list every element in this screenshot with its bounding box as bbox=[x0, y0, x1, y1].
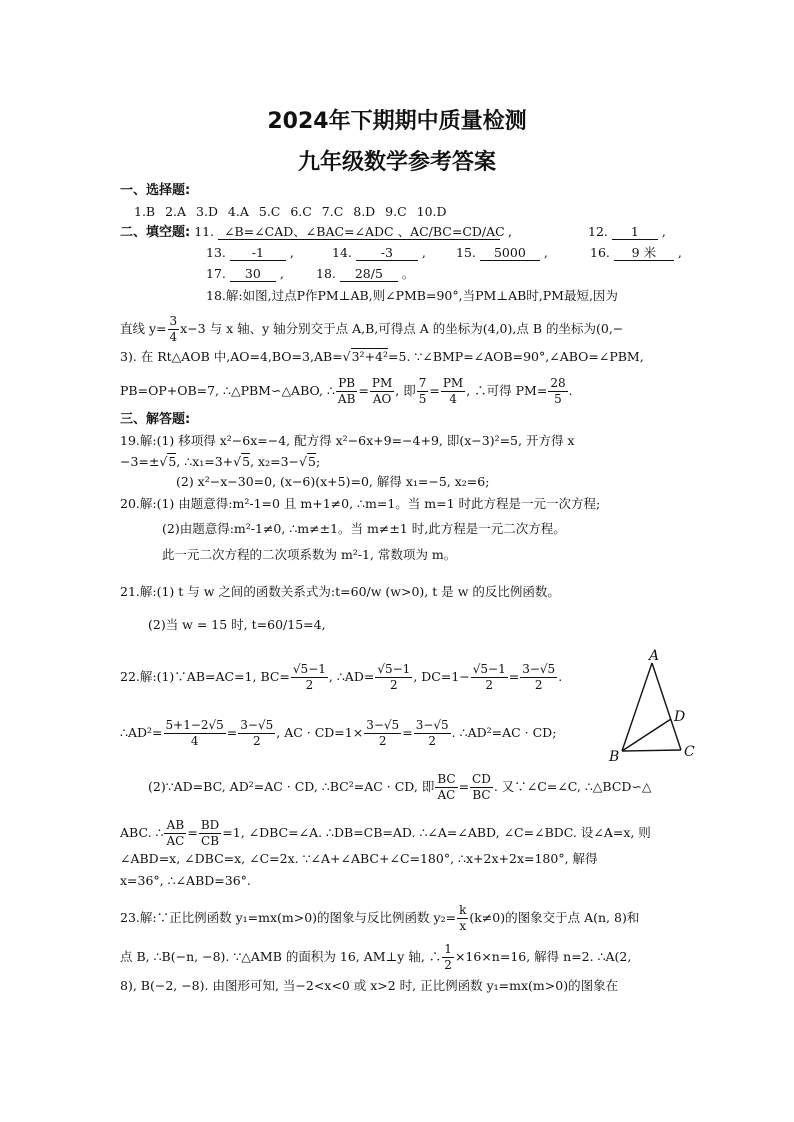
q14-label: 14. bbox=[332, 245, 352, 260]
segment-bd bbox=[622, 719, 671, 751]
fraction: $\frac{28}{5}$ bbox=[550, 376, 566, 406]
q17-answer: 30 bbox=[230, 267, 276, 282]
fraction: $\frac{AB}{AC}$ bbox=[166, 818, 185, 848]
sol18-line-1: 18.解:如图,过点P作PM⊥AB,则∠PMB=90°,当PM⊥AB时,PM最短,因为 bbox=[206, 288, 618, 303]
side-ac bbox=[652, 663, 681, 750]
fraction: $\frac{PM}{AO}$ bbox=[371, 376, 393, 406]
q22-line-3: (2)∵AD=BC, AD²=AC · CD, ∴BC²=AC · CD, 即 $\frac{BC}{AC}$ = $\frac{CD}{BC}$ . 又∵∠C=∠C, ∴△BCD∽△ bbox=[148, 772, 652, 802]
fraction: $\frac{3-√5}{2}$ bbox=[366, 718, 400, 748]
fraction: $\frac{√5-1}{2}$ bbox=[377, 662, 411, 692]
fraction: $\frac{√5-1}{2}$ bbox=[472, 662, 506, 692]
q23-line-1: 23.解:∵正比例函数 y₁=mx(m>0)的图象与反比例函数 y₂= $\frac{k}{x}$ (k≠0)的图象交于点 A(n, 8)和 bbox=[120, 903, 640, 933]
q23-line-3: 8), B(−2, −8). 由图形可知, 当−2<x<0 或 x>2 时, 正比例函数 y₁=mx(m>0)的图象在 bbox=[120, 978, 619, 993]
section-fill-heading: 二、填空题: bbox=[120, 225, 191, 240]
fraction: $\frac{PB}{AB}$ bbox=[337, 376, 356, 406]
fraction: $\frac{3-√5}{2}$ bbox=[240, 718, 274, 748]
q19-line-2: −3=±√5, ∴x₁=3+√5, x₂=3−√5; bbox=[120, 454, 321, 469]
radicand: 3²+4² bbox=[351, 349, 389, 364]
q21-line-1: 21.解:(1) t 与 w 之间的函数关系式为:t=60/w (w>0), t 是 w 的反比例函数。 bbox=[120, 584, 560, 599]
vertex-label-b: B bbox=[609, 749, 620, 765]
q18-label: 18. bbox=[316, 266, 336, 281]
sol18-line-4: PB=OP+OB=7, ∴△PBM∽△ABO, ∴ $\frac{PB}{AB}$ = $\frac{PM}{AO}$ , 即 $\frac{7}{5}$ = $\frac{PM}{4}$ , ∴可得 PM= $\frac{28}{5}$ . bbox=[120, 376, 573, 406]
fraction: $\frac{k}{x}$ bbox=[459, 903, 467, 933]
fraction: $\frac{BC}{AC}$ bbox=[437, 772, 456, 802]
fraction: $\frac{BD}{CB}$ bbox=[200, 818, 220, 848]
fraction: $\frac{7}{5}$ bbox=[418, 376, 427, 406]
page-subtitle: 九年级数学参考答案 bbox=[297, 150, 496, 175]
q11-answer: ∠B=∠CAD、∠BAC=∠ADC 、AC/BC=CD/AC bbox=[218, 225, 500, 240]
q15-item: 15. 5000 , bbox=[456, 245, 548, 260]
sol18-line-3: 3). 在 Rt△AOB 中,AO=4,BO=3,AB=√3²+4²=5. ∵∠BMP=∠AOB=90°,∠ABO=∠PBM, bbox=[120, 349, 644, 364]
q13-label: 13. bbox=[206, 245, 226, 260]
q22-line-5: ∠ABD=x, ∠DBC=x, ∠C=2x. ∵∠A+∠ABC+∠C=180°, ∴x+2x+2x=180°, 解得 bbox=[120, 851, 598, 866]
q18-item bbox=[316, 266, 414, 282]
q22-line-6: x=36°, ∴∠ABD=36°. bbox=[120, 873, 251, 888]
q17-item: 17. 30 , bbox=[206, 266, 284, 281]
sol18-text: 3). 在 Rt△AOB 中,AO=4,BO=3,AB= bbox=[120, 349, 343, 364]
q20-line-2: (2)由题意得:m²-1≠0, ∴m≠±1。当 m≠±1 时,此方程是一元二次方程。 bbox=[162, 521, 566, 536]
q14-item: 14. -3 , bbox=[332, 245, 426, 260]
fraction: $\frac{5+1-2√5}{4}$ bbox=[165, 718, 224, 748]
sol18-text: x−3 与 x 轴、y 轴分别交于点 A,B,可得点 A 的坐标为(4,0),点 B 的坐标为(0,− bbox=[180, 321, 624, 336]
side-ab bbox=[622, 663, 652, 751]
q16-item: 16. 9 米 , bbox=[590, 245, 682, 260]
q20-line-1: 20.解:(1) 由题意得:m²-1=0 且 m+1≠0, ∴m=1。当 m=1 时此方程是一元一次方程; bbox=[120, 496, 601, 511]
q21-line-2: (2)当 w = 15 时, t=60/15=4, bbox=[148, 617, 326, 632]
page-title: 2024年下期期中质量检测 bbox=[267, 109, 527, 134]
fraction: $\frac{CD}{BC}$ bbox=[472, 772, 491, 802]
fraction: $\frac{3-√5}{2}$ bbox=[415, 718, 449, 748]
q16-answer: 9 米 bbox=[614, 246, 674, 261]
q19-line-1: 19.解:(1) 移项得 x²−6x=−4, 配方得 x²−6x+9=−4+9, 即(x−3)²=5, 开方得 x bbox=[120, 433, 575, 448]
q19-line-3: (2) x²−x−30=0, (x−6)(x+5)=0, 解得 x₁=−5, x₂=6; bbox=[176, 474, 490, 489]
q15-answer: 5000 bbox=[480, 246, 540, 261]
section-solve-heading: 三、解答题: bbox=[120, 412, 191, 427]
q13-answer: -1 bbox=[230, 246, 286, 261]
q22-line-2: ∴AD²= $\frac{5+1-2√5}{4}$ = $\frac{3-√5}{2}$ , AC · CD=1× $\frac{3-√5}{2}$ = $\frac{3-√5}{2}$ . ∴AD²=AC · CD; bbox=[120, 718, 557, 748]
q20-line-3: 此一元二次方程的二次项系数为 m²-1, 常数项为 m。 bbox=[162, 547, 457, 562]
q22-line-4: ABC. ∴ $\frac{AB}{AC}$ = $\frac{BD}{CB}$ =1, ∠DBC=∠A. ∴DB=CB=AD. ∴∠A=∠ABD, ∠C=∠BDC. 设∠A=x, 则 bbox=[120, 818, 651, 848]
vertex-label-c: C bbox=[684, 744, 695, 760]
fraction: $\frac{PM}{4}$ bbox=[442, 376, 464, 406]
fraction: $\frac{3}{4}$ bbox=[169, 314, 178, 344]
q11-label: 11. bbox=[194, 224, 215, 239]
sol18-text: =5. ∵∠BMP=∠AOB=90°,∠ABO=∠PBM, bbox=[388, 349, 644, 364]
vertex-label-a: A bbox=[649, 648, 660, 664]
q23-line-2: 点 B, ∴B(−n, −8). ∵△AMB 的面积为 16, AM⊥y 轴, ∴ $\frac{1}{2}$ ×16×n=16, 解得 n=2. ∴A(2, bbox=[120, 942, 632, 972]
point-label-d: D bbox=[674, 709, 686, 725]
fraction: $\frac{√5-1}{2}$ bbox=[292, 662, 326, 692]
triangle-figure bbox=[606, 645, 706, 765]
q15-label: 15. bbox=[456, 245, 476, 260]
q14-answer: -3 bbox=[356, 246, 418, 261]
q12-label: 12. bbox=[588, 224, 608, 239]
fill-row-1: 二、填空题: 11. ∠B=∠CAD、∠BAC=∠ADC 、AC/BC=CD/AC , bbox=[120, 224, 513, 240]
q12-item: 12. 1 , bbox=[588, 224, 666, 239]
section-choice-heading: 一、选择题: bbox=[120, 183, 191, 198]
q13-item: 13. -1 , bbox=[206, 245, 294, 260]
q18-answer: 28/5 bbox=[340, 267, 398, 282]
sol18-text: 直线 y= bbox=[120, 321, 167, 336]
choice-answers: 1.B 2.A 3.D 4.A 5.C 6.C 7.C 8.D 9.C 10.D bbox=[134, 204, 447, 219]
q22-line-1: 22.解:(1)∵AB=AC=1, BC= $\frac{√5-1}{2}$ , ∴AD= $\frac{√5-1}{2}$ , DC=1− $\frac{√5-1}{2}$ = $\frac{3-√5}{2}$ . bbox=[120, 662, 563, 692]
fraction: $\frac{3-√5}{2}$ bbox=[522, 662, 556, 692]
side-bc bbox=[622, 750, 681, 751]
fraction: $\frac{1}{2}$ bbox=[444, 942, 452, 972]
q16-label: 16. bbox=[590, 245, 610, 260]
q18-period: 。 bbox=[401, 266, 415, 281]
q17-label: 17. bbox=[206, 266, 226, 281]
sol18-line-2 bbox=[120, 314, 623, 345]
q12-answer: 1 bbox=[612, 225, 658, 240]
